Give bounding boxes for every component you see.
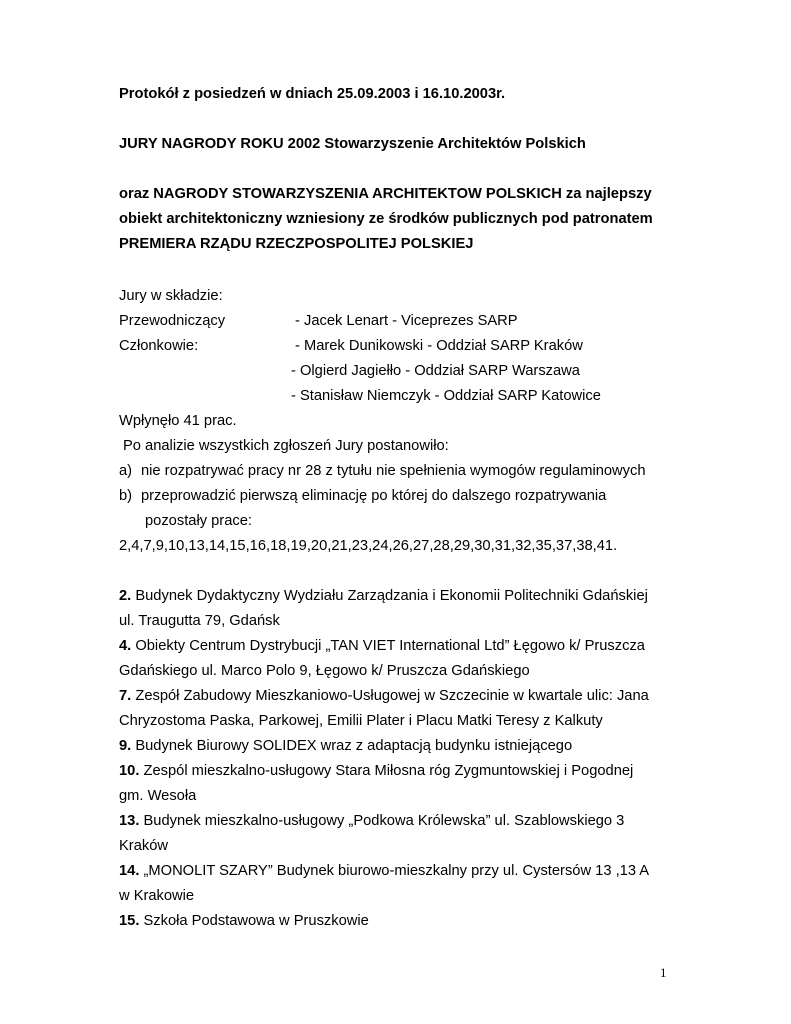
entry-number: 13. bbox=[119, 813, 140, 829]
entry-number: 9. bbox=[119, 738, 132, 754]
entry-text: Zespól mieszkalno-usługowy Stara Miłosna róg Zygmuntowskiej i Pogodnej bbox=[143, 763, 634, 779]
award-line-3: PREMIERA RZĄDU RZECZPOSPOLITEJ POLSKIEJ bbox=[119, 236, 474, 252]
entry-2 bbox=[119, 587, 648, 605]
list-item-b-continuation: pozostały prace: bbox=[145, 513, 252, 529]
protocol-title: Protokół z posiedzeń w dniach 25.09.2003 i 16.10.2003r. bbox=[119, 86, 506, 102]
member-2: - Olgierd Jagiełło - Oddział SARP Warszawa bbox=[291, 363, 580, 379]
entry-2-line-2: ul. Traugutta 79, Gdańsk bbox=[119, 613, 280, 629]
list-item-b bbox=[119, 487, 606, 505]
list-item-text: nie rozpatrywać pracy nr 28 z tytułu nie spełnienia wymogów regulaminowych bbox=[141, 463, 646, 479]
entry-text: Obiekty Centrum Dystrybucji „TAN VIET International Ltd” Łęgowo k/ Pruszcza bbox=[135, 638, 645, 654]
entry-14 bbox=[119, 862, 649, 880]
entry-7 bbox=[119, 687, 649, 705]
jury-heading: JURY NAGRODY ROKU 2002 Stowarzyszenie Architektów Polskich bbox=[119, 136, 586, 152]
entry-4 bbox=[119, 637, 645, 655]
entry-7-line-2: Chryzostoma Paska, Parkowej, Emilii Plater i Placu Matki Teresy z Kalkuty bbox=[119, 713, 603, 729]
entry-text: Budynek mieszkalno-usługowy „Podkowa Królewska” ul. Szablowskiego 3 bbox=[143, 813, 625, 829]
award-line-1: oraz NAGRODY STOWARZYSZENIA ARCHITEKTOW POLSKICH za najlepszy bbox=[119, 186, 652, 202]
entry-text: Szkoła Podstawowa w Pruszkowie bbox=[143, 913, 369, 929]
entry-number: 14. bbox=[119, 863, 140, 879]
entry-14-line-2: w Krakowie bbox=[119, 888, 195, 904]
entry-15 bbox=[119, 912, 369, 930]
entry-text: Zespół Zabudowy Mieszkaniowo-Usługowej w Szczecinie w kwartale ulic: Jana bbox=[135, 688, 649, 704]
list-marker: a) bbox=[119, 463, 133, 479]
chair-label: Przewodniczący bbox=[119, 313, 226, 329]
entry-number: 10. bbox=[119, 763, 140, 779]
received-count: Wpłynęło 41 prac. bbox=[119, 413, 237, 429]
entry-13-line-2: Kraków bbox=[119, 838, 168, 854]
entry-9 bbox=[119, 737, 572, 755]
entry-number: 2. bbox=[119, 588, 132, 604]
list-item-a bbox=[119, 462, 646, 480]
entry-number: 4. bbox=[119, 638, 132, 654]
entry-text: Budynek Dydaktyczny Wydziału Zarządzania i Ekonomii Politechniki Gdańskiej bbox=[135, 588, 648, 604]
decision-intro: Po analizie wszystkich zgłoszeń Jury postanowiło: bbox=[123, 438, 449, 454]
qualified-numbers: 2,4,7,9,10,13,14,15,16,18,19,20,21,23,24,26,27,28,29,30,31,32,35,37,38,41. bbox=[119, 538, 618, 554]
entry-text: „MONOLIT SZARY” Budynek biurowo-mieszkalny przy ul. Cystersów 13 ,13 A bbox=[143, 863, 650, 879]
entry-text: Budynek Biurowy SOLIDEX wraz z adaptacją budynku istniejącego bbox=[135, 738, 573, 754]
entry-number: 15. bbox=[119, 913, 140, 929]
members-label: Członkowie: bbox=[119, 338, 199, 354]
entry-10 bbox=[119, 762, 633, 780]
list-item-text: przeprowadzić pierwszą eliminację po której do dalszego rozpatrywania bbox=[141, 488, 607, 504]
member-1: - Marek Dunikowski - Oddział SARP Kraków bbox=[295, 338, 583, 354]
chair-value: - Jacek Lenart - Viceprezes SARP bbox=[295, 313, 518, 329]
entry-4-line-2: Gdańskiego ul. Marco Polo 9, Łęgowo k/ Pruszcza Gdańskiego bbox=[119, 663, 530, 679]
page-number: 1 bbox=[660, 965, 667, 980]
jury-composition-heading: Jury w składzie: bbox=[119, 288, 223, 304]
member-3: - Stanisław Niemczyk - Oddział SARP Katowice bbox=[291, 388, 601, 404]
entry-13 bbox=[119, 812, 624, 830]
list-marker: b) bbox=[119, 488, 133, 504]
entry-number: 7. bbox=[119, 688, 132, 704]
award-line-2: obiekt architektoniczny wzniesiony ze środków publicznych pod patronatem bbox=[119, 211, 653, 227]
entry-10-line-2: gm. Wesoła bbox=[119, 788, 197, 804]
